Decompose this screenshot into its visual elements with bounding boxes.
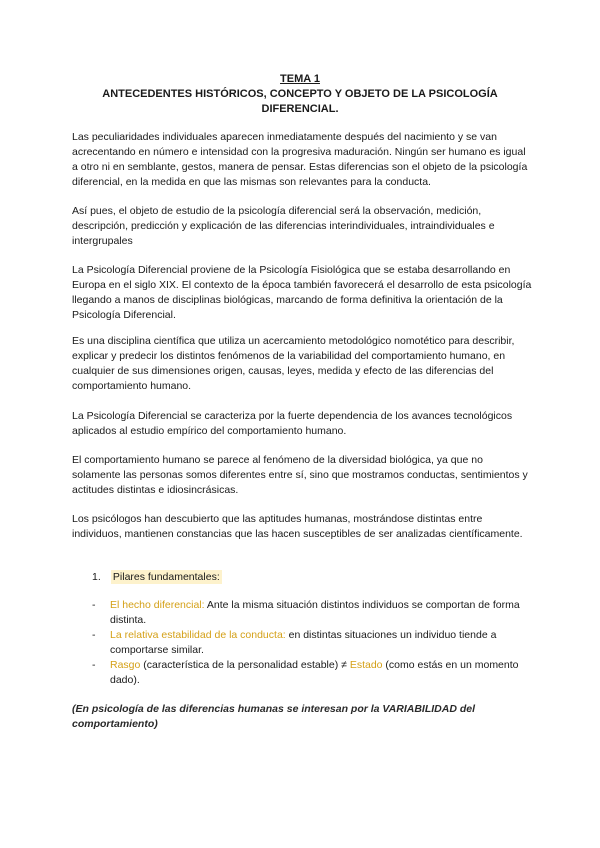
bullet-highlight: El hecho diferencial: — [110, 599, 205, 611]
paragraph-2: Así pues, el objeto de estudio de la psicología diferencial será la observación, medición, descripción, predicción y explicación de las diferencias interindividuales, intraindividuales e intergrupales — [72, 205, 495, 247]
bullet-text: (característica de la personalidad estable) ≠ — [140, 659, 350, 671]
bullet-list — [92, 598, 532, 688]
list-item — [92, 658, 532, 688]
bullet-text: en distintas situaciones un individuo tiende a comportarse similar. — [110, 629, 497, 656]
paragraph-5: La Psicología Diferencial se caracteriza por la fuerte dependencia de los avances tecnológicos aplicados al estudio empírico del comportamiento humano. — [72, 410, 513, 437]
bullet-dash: - — [92, 659, 96, 671]
section-number: 1. — [92, 571, 101, 583]
paragraph-7: Los psicólogos han descubierto que las aptitudes humanas, mostrándose distintas entre individuos, mantienen constancias que las hacen susceptibles de ser analizadas científicamente. — [72, 513, 523, 540]
bullet-dash: - — [92, 629, 96, 641]
bullet-text: Ante la misma situación distintos individuos se comportan de forma distinta. — [110, 599, 520, 626]
bullet-text-2: (como estás en un momento dado). — [110, 659, 519, 686]
page-title: ANTECEDENTES HISTÓRICOS, CONCEPTO Y OBJETO DE LA PSICOLOGÍA DIFERENCIAL. — [102, 88, 498, 115]
section-heading — [92, 570, 222, 585]
tema-label: TEMA 1 — [280, 73, 320, 85]
paragraph-3: La Psicología Diferencial proviene de la Psicología Fisiológica que se estaba desarrollando en Europa en el siglo XIX. El contexto de la época también favorecerá el desarrollo de esta psicología llegando a manos de disciplinas biológicas, marcando de forma definitiva la orientación de la Psicología Diferencial. — [72, 264, 532, 321]
paragraph-1: Las peculiaridades individuales aparecen inmediatamente después del nacimiento y se van acrecentando en número e intensidad con la progresiva maduración. Ningún ser humano es igual a otro ni en semblante, gestos, manera de pensar. Estas diferencias son el objeto de la psicología diferencial, en la medida en que las mismas son relevantes para la conducta. — [72, 131, 528, 188]
bullet-highlight: Rasgo — [110, 659, 141, 671]
title-block — [72, 72, 528, 117]
section-label: Pilares fundamentales: — [112, 571, 220, 583]
list-item — [92, 628, 532, 658]
paragraph-6: El comportamiento humano se parece al fenómeno de la diversidad biológica, ya que no solamente las personas somos diferentes entre sí, sino que mostramos conductas, sentimientos y actitudes distintas e idiosincrásicas. — [72, 454, 528, 496]
list-item — [92, 598, 532, 628]
bullet-highlight: La relativa estabilidad de la conducta: — [110, 629, 286, 641]
closing-note: (En psicología de las diferencias humanas se interesan por la VARIABILIDAD del comportamiento) — [72, 703, 475, 730]
bullet-highlight-2: Estado — [349, 659, 383, 671]
bullet-dash: - — [92, 599, 96, 611]
paragraph-4: Es una disciplina científica que utiliza un acercamiento metodológico nomotético para describir, explicar y predecir los distintos fenómenos de la variabilidad del comportamiento humano, en cualquier de sus dimensiones origen, causas, leyes, medida y efecto de las diferencias del comportamiento humano. — [72, 335, 515, 392]
